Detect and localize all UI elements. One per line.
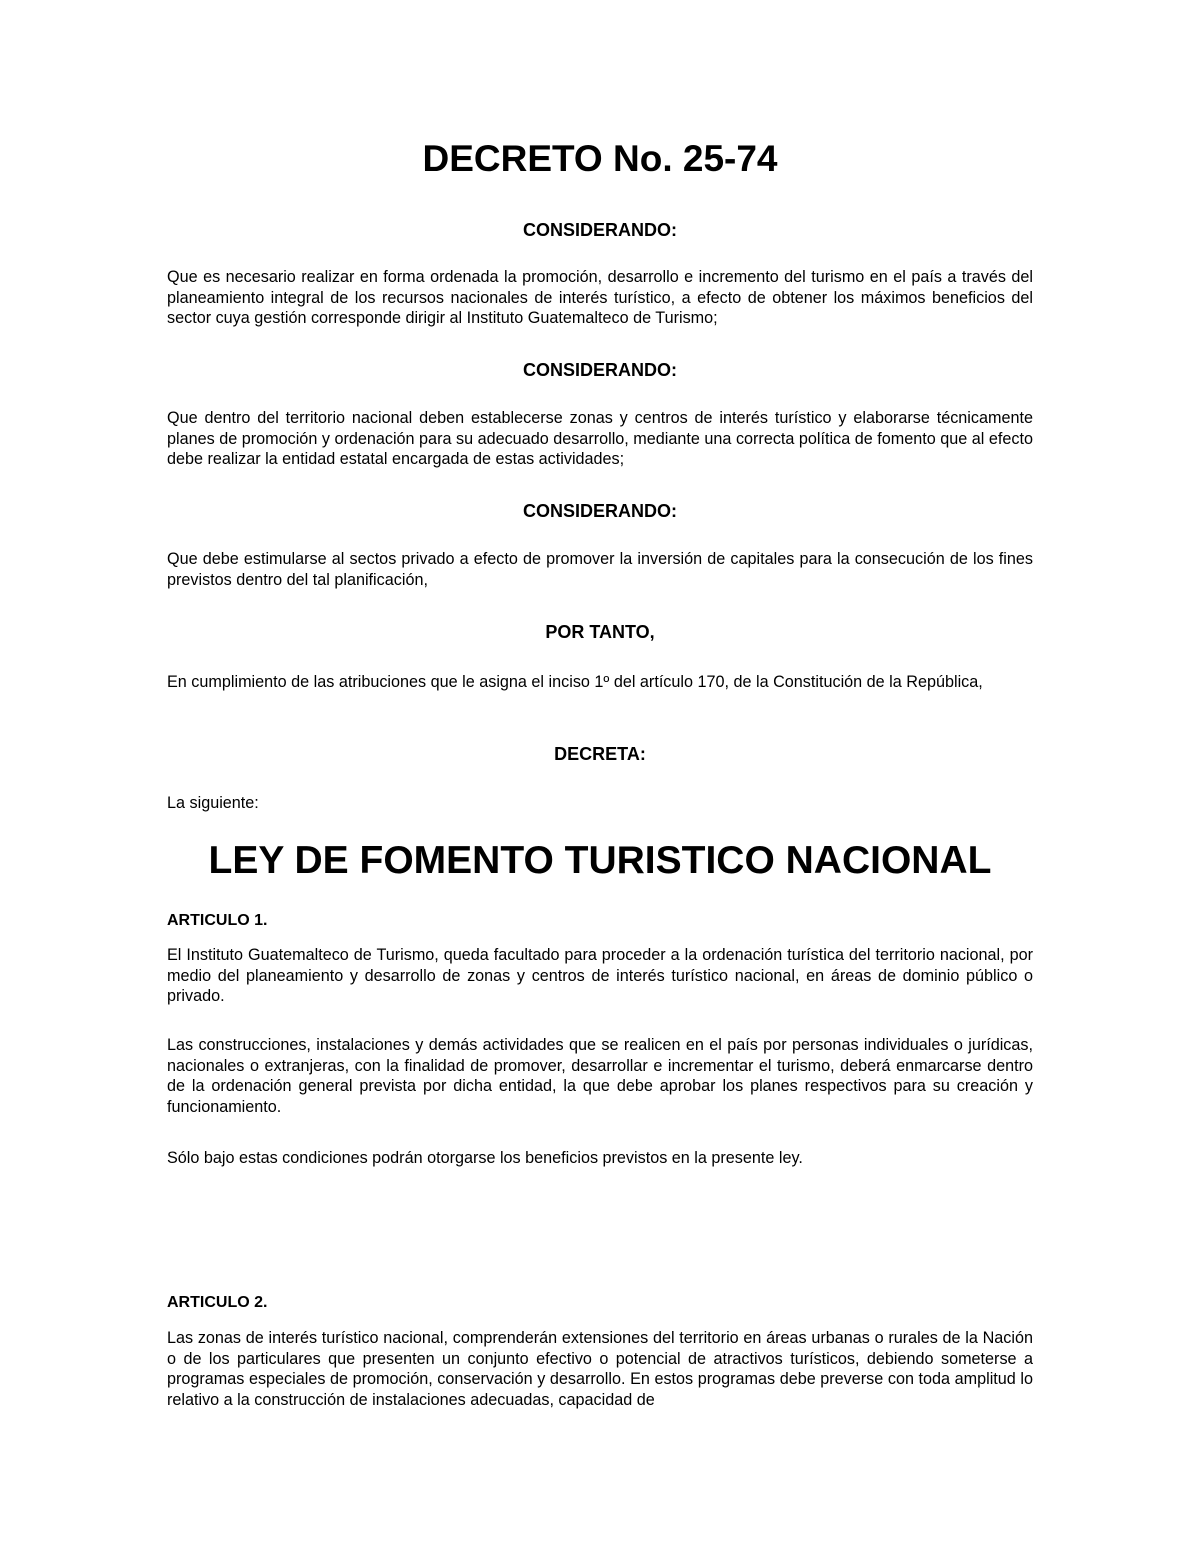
considerando-1-text: Que es necesario realizar en forma ordenada la promoción, desarrollo e incremento del turismo en el país a través del planeamiento integral de los recursos nacionales de interés turístico, a efecto de obtener los máximos beneficios del sector cuya gestión corresponde dirigir al Instituto Guatemalteco de Turismo; <box>167 268 1033 328</box>
articulo-1-paragraph-2: Las construcciones, instalaciones y demás actividades que se realicen en el país por personas individuales o jurídicas, nacionales o extranjeras, con la finalidad de promover, desarrollar e incrementar el turismo, deberá enmarcarse dentro de la ordenación general prevista por dicha entidad, la que debe aprobar los planes respectivos para su creación y funcionamiento. <box>167 1036 1033 1116</box>
articulo-2-heading: ARTICULO 2. <box>167 1294 268 1311</box>
considerando-3-heading: CONSIDERANDO: <box>522 501 677 521</box>
decree-title: DECRETO No. 25-74 <box>422 138 778 179</box>
considerando-3-text: Que debe estimularse al sectos privado a efecto de promover la inversión de capitales para la consecución de los fines previstos dentro del tal planificación, <box>167 550 1033 589</box>
law-title: LEY DE FOMENTO TURISTICO NACIONAL <box>208 839 992 882</box>
articulo-2-paragraph-1: Las zonas de interés turístico nacional, comprenderán extensiones del territorio en áreas urbanas o rurales de la Nación o de los particulares que presenten un conjunto efectivo o potencial de atractivos turísticos, debiendo someterse a programas especiales de promoción, conservación y desarrollo. En estos programas debe preverse con toda amplitud lo relativo a la construcción de instalaciones adecuadas, capacidad de <box>167 1329 1033 1409</box>
articulo-1-paragraph-1: El Instituto Guatemalteco de Turismo, queda facultado para proceder a la ordenación turística del territorio nacional, por medio del planeamiento y desarrollo de zonas y centros de interés turístico nacional, en áreas de dominio público o privado. <box>167 946 1033 1006</box>
articulo-1-paragraph-3: Sólo bajo estas condiciones podrán otorgarse los beneficios previstos en la presente ley. <box>167 1149 803 1167</box>
articulo-1-heading: ARTICULO 1. <box>167 912 268 929</box>
considerando-2-text: Que dentro del territorio nacional deben establecerse zonas y centros de interés turístico y elaborarse técnicamente planes de promoción y ordenación para su adecuado desarrollo, mediante una correcta política de fomento que al efecto debe realizar la entidad estatal encargada de estas actividades; <box>167 409 1033 469</box>
decreta-text: La siguiente: <box>167 794 259 812</box>
decreta-heading: DECRETA: <box>554 744 646 764</box>
por-tanto-text: En cumplimiento de las atribuciones que le asigna el inciso 1º del artículo 170, de la Constitución de la República, <box>167 673 983 691</box>
considerando-1-heading: CONSIDERANDO: <box>522 220 677 240</box>
por-tanto-heading: POR TANTO, <box>545 622 655 642</box>
considerando-2-heading: CONSIDERANDO: <box>522 360 677 380</box>
